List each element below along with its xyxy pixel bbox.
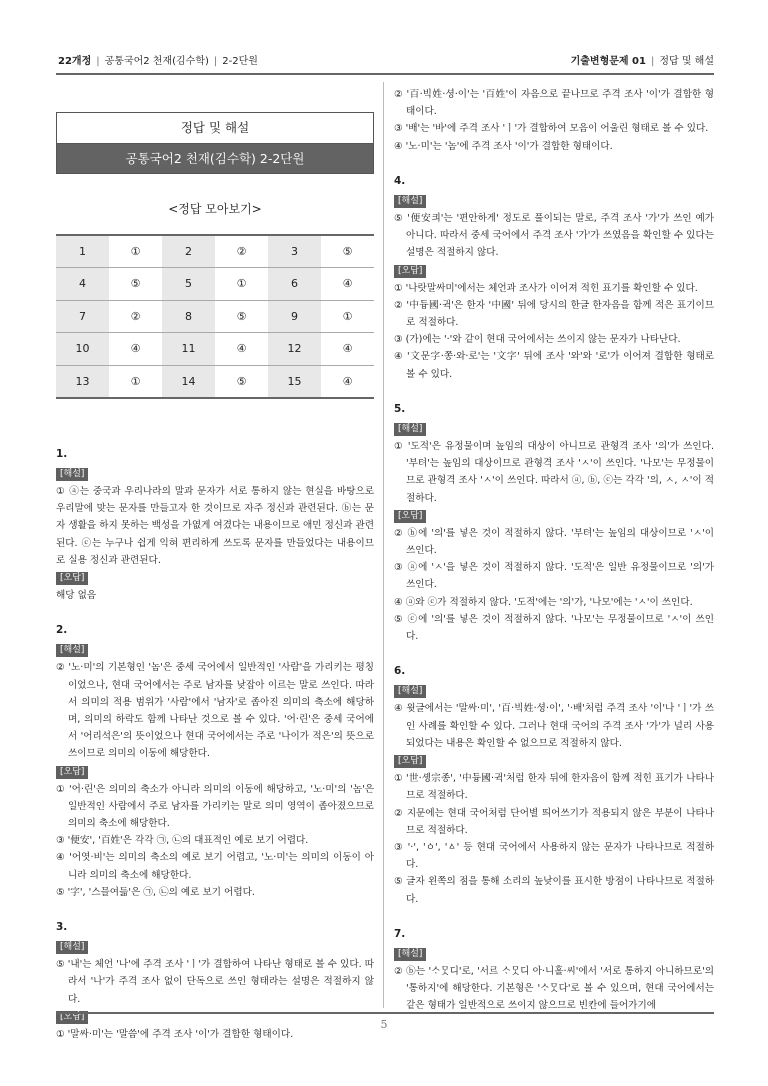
question-2: [56, 622, 374, 901]
answer-question-number: 12: [268, 333, 321, 366]
answer-choice: ②: [215, 235, 268, 268]
explain-text: ⑤ '便安킈'는 '편안하게' 정도로 풀이되는 말로, 주격 조사 '가'가 쓰인 예가 아니다. 따라서 중세 국어에서 주격 조사 '가'가 쓰였음을 확인할 수 있다는 설명은 적절하지 않다.: [394, 213, 714, 259]
header-rule: [56, 73, 714, 75]
wrong-item: ③ ⓐ에 'ㅅ'을 넣은 것이 적절하지 않다. '도적'은 일반 유정물이므로 '의'가 쓰인다.: [394, 562, 714, 591]
header-doc-title: 기출변형문제 01: [570, 56, 646, 67]
explain-label: [해설]: [56, 468, 88, 481]
answer-question-number: 10: [56, 333, 109, 366]
answer-choice: ②: [109, 300, 162, 333]
wrong-item: ① '어·린'은 의미의 축소가 아니라 의미의 이동에 해당하고, '노·미'의 '놈'은 일반적인 사람에서 주로 남자를 가리키는 말로 의미 영역이 좁아졌으므로 의미의 축소에 해당한다.: [56, 783, 374, 829]
right-column: [394, 80, 714, 1015]
answer-row: [56, 300, 374, 333]
answer-choice: ④: [321, 268, 374, 301]
wrong-item: ③ '便安', '百姓'은 각각 ㉠, ㉡의 대표적인 예로 보기 어렵다.: [56, 835, 309, 847]
answer-question-number: 6: [268, 268, 321, 301]
page-number: 5: [380, 1018, 388, 1031]
wrong-label: [오답]: [56, 1011, 88, 1024]
answer-choice: ⑤: [321, 235, 374, 268]
answer-choice: ①: [109, 365, 162, 398]
wrong-item: ③ '배'는 '바'에 주격 조사 'ㅣ'가 결합하여 모음이 어울린 형태로 볼 수 있다.: [394, 123, 709, 135]
answer-choice: ⑤: [215, 300, 268, 333]
question-number: 6.: [394, 665, 406, 678]
question-number: 5.: [394, 402, 406, 415]
question-number: 2.: [56, 624, 68, 637]
title-box-top: 정답 및 해설: [180, 120, 250, 135]
answer-question-number: 9: [268, 300, 321, 333]
question-number: 3.: [56, 920, 68, 933]
answer-choice: ④: [321, 333, 374, 366]
header-course: 22개정: [58, 56, 92, 67]
wrong-item: ③ (가)에는 '·'와 같이 현대 국어에서는 쓰이지 않는 문자가 나타난다.: [394, 334, 681, 346]
wrong-item: ④ '노·미'는 '놈'에 주격 조사 '이'가 결합한 형태이다.: [394, 140, 613, 152]
answer-choice: ①: [109, 235, 162, 268]
question-5: [394, 401, 714, 645]
wrong-item: ② 지문에는 현대 국어처럼 단어별 띄어쓰기가 적용되지 않은 부분이 나타나므로 적절하다.: [394, 807, 714, 836]
explain-text: ① '도적'은 유정물이며 높임의 대상이 아니므로 관형격 조사 '의'가 쓰인다. '부텨'는 높임의 대상이므로 관형격 조사 'ㅅ'이 쓰인다. '나모'는 무정물이므로 관형격 조사 'ㅅ'이 쓰인다. 따라서 ⓐ, ⓑ, ⓒ는 각각 '의, ㅅ, ㅅ'이 적절하다.: [394, 441, 714, 504]
answer-question-number: 11: [162, 333, 215, 366]
answer-summary-title: <정답 모아보기>: [168, 202, 262, 216]
page-header: [58, 52, 714, 72]
wrong-item: ① '말싸·미'는 '말씀'에 주격 조사 '이'가 결합한 형태이다.: [56, 1028, 294, 1040]
answer-choice: ④: [109, 333, 162, 366]
wrong-item: ④ ⓐ와 ⓒ가 적절하지 않다. '도적'에는 '의'가, '나모'에는 'ㅅ'이 쓰인다.: [394, 596, 693, 608]
answer-row: [56, 235, 374, 268]
header-section: 정답 및 해설: [659, 56, 714, 67]
answer-row: [56, 268, 374, 301]
answer-question-number: 2: [162, 235, 215, 268]
wrong-item: ② '中듕國·귁'은 한자 '中國' 뒤에 당시의 한글 한자음을 함께 적은 표기이므로 적절하다.: [394, 299, 714, 329]
answer-choice: ④: [215, 333, 268, 366]
explain-text: ④ 윗글에서는 '말싸·미', '百·빅姓·셩·이', '·배'처럼 주격 조사 '이'나 'ㅣ'가 쓰인 사례를 확인할 수 있다. 그러나 현대 국어의 주격 조사 '가'가 널리 사용되었다는 내용은 확인할 수 없으므로 적절하지 않다.: [394, 703, 714, 749]
answer-question-number: 8: [162, 300, 215, 333]
wrong-label: [오답]: [56, 572, 88, 585]
wrong-label: [오답]: [394, 755, 426, 768]
wrong-item: ① '世·솅宗종', '中듕國·귁'처럼 한자 뒤에 한자음이 함께 적힌 표기가 나타나므로 적절하다.: [394, 773, 714, 802]
question-4: [394, 173, 714, 383]
answer-question-number: 7: [56, 300, 109, 333]
header-right: 기출변형문제 01 | 정답 및 해설: [570, 56, 714, 67]
explain-label: [해설]: [394, 423, 426, 436]
explain-text: ② ⓑ는 'ᄉᆞᄆᆞᆺ디'로, '서르 ᄉᆞᄆᆞᆺ디 아·니홀·씨'에서 '서로 통하지 아니하므로'의 '통하지'에 해당한다. 기본형은 'ᄉᆞᄆᆞᆺ다'로 볼 수 있으며, 현대 국어에서는 같은 형태가 일반적으로 쓰이지 않으므로 빈칸에 들어가기에: [394, 965, 714, 1012]
answer-question-number: 4: [56, 268, 109, 301]
question-number: 1.: [56, 447, 68, 460]
wrong-label: [오답]: [56, 766, 88, 779]
wrong-item: ② ⓑ에 '의'를 넣은 것이 적절하지 않다. '부텨'는 높임의 대상이므로 'ㅅ'이 쓰인다.: [394, 527, 714, 557]
title-box-bottom: 공통국어2 천재(김수학) 2-2단원: [57, 143, 373, 173]
column-divider: [383, 82, 384, 1008]
answer-row: [56, 365, 374, 398]
wrong-item: ④ '文문字·쫑·와·로'는 '文字' 뒤에 조사 '와'와 '로'가 이어져 결합한 형태로 볼 수 있다.: [394, 351, 714, 380]
explain-label: [해설]: [394, 948, 426, 961]
answer-question-number: 15: [268, 365, 321, 398]
question-1: [56, 446, 374, 604]
question-number: 4.: [394, 174, 406, 187]
header-left: 22개정 | 공통국어2 천재(김수학) | 2-2단원: [58, 56, 258, 67]
answer-question-number: 1: [56, 235, 109, 268]
question-7: [394, 926, 714, 1015]
wrong-item: ⑤ ⓒ에 '의'를 넣은 것이 적절하지 않다. '나모'는 무정물이므로 'ㅅ'이 쓰인다.: [394, 613, 714, 643]
question-3-continued: [394, 86, 714, 155]
explain-text: ② '노·미'의 기본형인 '놈'은 중세 국어에서 일반적인 '사람'을 가리키는 평칭이었으나, 현대 국어에서는 주로 남자를 낮잡아 이르는 말로 쓰인다. 따라서 의미의 적용 범위가 '사람'에서 '남자'로 좁아진 의미의 축소에 해당하며, 의미의 하락도 함께 나타난 것으로 볼 수 있다. '어·린'은 중세 국어에서 '어리석은'의 뜻이었으나 현대 국어에서는 주로 '나이가 적은'의 뜻으로 쓰이므로 의미의 이동에 해당한다.: [56, 662, 374, 760]
answer-choice: ⑤: [215, 365, 268, 398]
wrong-item: ⑤ '字', '스믈여듧'은 ㉠, ㉡의 예로 보기 어렵다.: [56, 886, 255, 898]
wrong-item: ① '나랏말싸미'에서는 체언과 조사가 이어져 적힌 표기를 확인할 수 있다.: [394, 282, 698, 294]
wrong-text: 해당 없음: [56, 589, 97, 601]
answer-choice: ①: [321, 300, 374, 333]
answer-choice: ⑤: [109, 268, 162, 301]
explain-label: [해설]: [394, 685, 426, 698]
explain-text: ① ⓐ는 중국과 우리나라의 말과 문자가 서로 통하지 않는 현실을 바탕으로 우리말에 맞는 문자를 만들고자 한 것이므로 자주 정신과 관련된다. ⓑ는 문자 생활을 하지 못하는 백성을 가엾게 여겼다는 내용이므로 애민 정신과 관련된다. ⓒ는 누구나 쉽게 익혀 편리하게 쓰도록 문자를 만들었다는 내용이므로 실용 정신과 관련된다.: [56, 485, 374, 566]
question-number: 7.: [394, 927, 406, 940]
footer-rule: [56, 1012, 714, 1014]
answer-choice: ①: [215, 268, 268, 301]
wrong-item: ③ '·', 'ㆁ', 'ㅿ' 등 현대 국어에서 사용하지 않는 문자가 나타나므로 적절하다.: [394, 841, 714, 871]
explain-text: ⑤ '내'는 체언 '나'에 주격 조사 'ㅣ'가 결합하여 나타난 형태로 볼 수 있다. 따라서 '나'가 주격 조사 없이 단독으로 쓰인 형태라는 설명은 적절하지 않다.: [56, 959, 374, 1005]
wrong-label: [오답]: [394, 510, 426, 523]
answer-question-number: 13: [56, 365, 109, 398]
left-column: [56, 80, 374, 1043]
wrong-item: ② '百·빅姓·셩·이'는 '百姓'이 자음으로 끝나므로 주격 조사 '이'가 결합한 형태이다.: [394, 89, 714, 118]
title-box: [56, 112, 374, 174]
answer-table: [56, 234, 374, 399]
question-6: [394, 663, 714, 907]
answer-choice: ④: [321, 365, 374, 398]
answer-row: [56, 333, 374, 366]
answer-question-number: 3: [268, 235, 321, 268]
header-unit: 2-2단원: [222, 56, 258, 67]
wrong-item: ④ '어엿·비'는 의미의 축소의 예로 보기 어렵고, '노·미'는 의미의 이동이 아니라 의미의 축소에 해당한다.: [56, 852, 374, 881]
wrong-item: ⑤ 글자 왼쪽의 점을 통해 소리의 높낮이를 표시한 방점이 나타나므로 적절하다.: [394, 876, 714, 905]
answer-question-number: 5: [162, 268, 215, 301]
explain-label: [해설]: [394, 195, 426, 208]
header-book: 공통국어2 천재(김수학): [104, 56, 209, 67]
answer-question-number: 14: [162, 365, 215, 398]
wrong-label: [오답]: [394, 265, 426, 278]
explain-label: [해설]: [56, 941, 88, 954]
explain-label: [해설]: [56, 644, 88, 657]
